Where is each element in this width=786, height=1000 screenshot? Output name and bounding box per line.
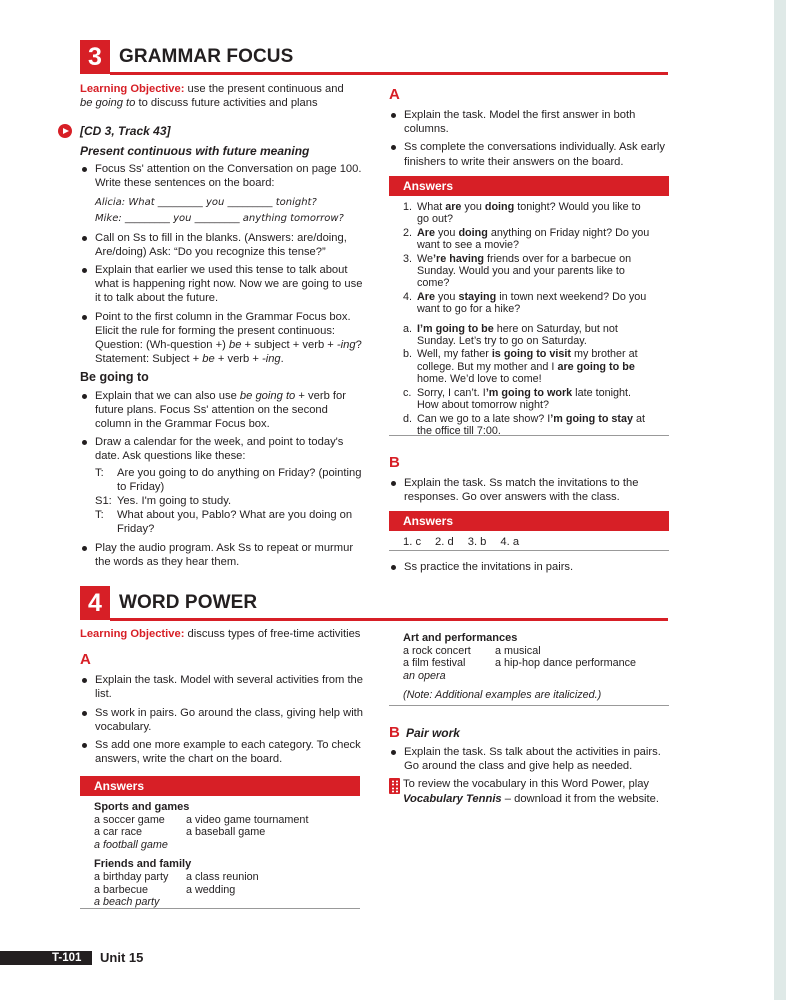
word-a-bullets xyxy=(80,673,365,766)
subheading-be-going-to: Be going to xyxy=(80,370,149,385)
grammar-focus-header xyxy=(80,40,668,76)
answer-item: 4. a xyxy=(500,536,520,548)
list-item: Explain the task. Ss match the invitations to the responses. Go over answers with the class. xyxy=(389,476,667,504)
answer-item: 1. c xyxy=(403,536,422,548)
answers-box-word-power xyxy=(80,776,360,909)
section-title: WORD POWER xyxy=(119,592,258,613)
answer-item: 2. d xyxy=(435,536,454,548)
game-title: Vocabulary Tennis xyxy=(403,792,502,805)
list-item: Explain the task. Model the first answer in both columns. xyxy=(389,108,667,136)
list-item: Focus Ss' attention on the Conversation on page 100. Write these sentences on the board: Alicia: What _________ you _________ tonight? Mike: _________ you _________ anything tomorrow? xyxy=(80,162,365,227)
grammar-exercise-b xyxy=(389,454,667,508)
game-dice-icon xyxy=(389,778,400,794)
category-list: a rock concert a musical a film festival a hip-hop dance performance xyxy=(403,644,637,670)
answers-body xyxy=(80,796,360,913)
grammar-bullets-2 xyxy=(80,389,365,569)
exercise-letter-a: A xyxy=(80,651,91,669)
list-item: Point to the first column in the Grammar Focus box. Elicit the rule for forming the present continuous: Question: (Wh-question +) be + subject + verb + -ing? Statement: Subject + be + verb + -ing. xyxy=(80,310,365,367)
category-extra: an opera xyxy=(403,669,446,682)
list-item: Explain the task. Ss talk about the activities in pairs. Go around the class and give help as needed. xyxy=(389,745,667,773)
grammar-exercise-a xyxy=(389,86,667,173)
lo-label: Learning Objective: xyxy=(80,628,185,640)
list-item: Draw a calendar for the week, and point to today's date. Ask questions like these: T: Are you going to do anything on Friday? (pointing to Friday) S1: Yes. I'm going to study. T: What about you, Pablo? What are you doing on Friday? xyxy=(80,435,365,536)
answers-body xyxy=(389,531,669,553)
list-item: Explain that earlier we used this tense to talk about what is happening right now. Now we are going to use it to talk about the future. xyxy=(80,263,365,306)
exercise-letter-a: A xyxy=(389,86,400,103)
audio-track-row xyxy=(80,124,365,139)
board-sentence-mike: Mike: _________ you _________ anything tomorrow? xyxy=(95,213,344,225)
board-sentence-alicia: Alicia: What _________ you _________ tonight? xyxy=(95,197,317,209)
board-sentences xyxy=(95,196,365,226)
word-power-left-column xyxy=(80,627,365,770)
play-audio-icon[interactable] xyxy=(58,124,72,138)
list-item: Ss work in pairs. Go around the class, giving help with vocabulary. xyxy=(80,706,365,734)
dialog: T: Are you going to do anything on Friday? (pointing to Friday) S1: Yes. I'm going to study. T: What about you, Pablo? What are you doing on Friday? xyxy=(95,466,362,536)
learning-objective: Learning Objective: use the present continuous and be going to to discuss future activities and plans xyxy=(80,83,344,110)
answers-bar: Answers xyxy=(80,776,360,796)
category-title: Sports and games xyxy=(94,801,190,813)
list-item: Explain that we can also use be going to + verb for future plans. Focus Ss' attention on the second column in the Grammar Focus box. xyxy=(80,389,365,432)
list-item: Ss practice the invitations in pairs. xyxy=(389,560,667,574)
section-rule xyxy=(110,72,668,75)
category-extra: a football game xyxy=(94,838,168,851)
category-title: Art and performances xyxy=(403,632,518,644)
word-power-header xyxy=(80,586,668,622)
section-number: 3 xyxy=(80,40,110,74)
page-number: T-101 xyxy=(52,952,82,964)
game-tip: To review the vocabulary in this Word Power, play Vocabulary Tennis – download it from the website. xyxy=(389,777,667,805)
section-number: 4 xyxy=(80,586,110,620)
category-title: Friends and family xyxy=(94,858,192,871)
category-list: a birthday party a class reunion a barbecue a wedding xyxy=(94,870,259,896)
grammar-left-column xyxy=(80,82,365,573)
section-rule xyxy=(110,618,668,621)
answer-item: 3. b xyxy=(467,536,487,548)
word-b-bullets xyxy=(389,745,667,773)
list-item: Call on Ss to fill in the blanks. (Answers: are/doing, Are/doing) Ask: “Do you recognize this tense?” xyxy=(80,231,365,259)
list-item: Explain the task. Model with several activities from the list. xyxy=(80,673,365,701)
list-item: Play the audio program. Ask Ss to repeat or murmur the words as they hear them. xyxy=(80,541,365,569)
section-title: GRAMMAR FOCUS xyxy=(119,46,294,67)
exercise-letter-b: B xyxy=(389,454,400,471)
answers-body xyxy=(389,196,669,441)
note: (Note: Additional examples are italicized.) xyxy=(403,689,602,702)
grammar-bullets-1 xyxy=(80,162,365,367)
exercise-b-heading xyxy=(389,724,667,742)
answers-continued-box xyxy=(389,624,669,706)
pair-work-title: Pair work xyxy=(405,726,460,740)
subheading-present-continuous: Present continuous with future meaning xyxy=(80,143,310,158)
word-exercise-b xyxy=(389,724,667,806)
grammar-exercise-b-after xyxy=(389,560,667,578)
exercise-letter-b: B xyxy=(389,724,400,741)
category-extra: a beach party xyxy=(94,896,160,909)
lettered-answers: a. I’m going to be here on Saturday, but not Sunday. Let’s try to go on Saturday. b. Well, my father is going to visit my brother at college. But my mother and I are going to be home. We’d love to come! c. Sorry, I can’t. I’m going to work late tonight. How about tomorrow night? d. Can we go to a late show? I’m going to stay at the office till 7:00. xyxy=(403,322,646,437)
learning-objective: Learning Objective: discuss types of free-time activities xyxy=(80,628,361,640)
list-item: Ss add one more example to each category. To check answers, write the chart on the board. xyxy=(80,738,365,766)
track-label: [CD 3, Track 43] xyxy=(80,124,171,139)
answers-bar: Answers xyxy=(389,176,669,196)
answers-box-a xyxy=(389,176,669,436)
list-item: Ss complete the conversations individually. Ask early finishers to write their answers on the board. xyxy=(389,140,667,168)
answers-bar: Answers xyxy=(389,511,669,531)
category-list: a soccer game a video game tournament a car race a baseball game xyxy=(94,813,309,839)
exercise-a-bullets xyxy=(389,108,667,169)
numbered-answers: 1. What are you doing tonight? Would you like to go out? 2. Are you doing anything on Friday night? Do you want to see a movie? 3. We’re having friends over for a barbecue on Sunday. Would you and your parents like to come? 4. Are you staying in town next weekend? Do you want to go for a hike? xyxy=(403,201,650,316)
page-edge xyxy=(774,0,786,1000)
answers-box-b xyxy=(389,511,669,551)
lo-label: Learning Objective: xyxy=(80,83,185,95)
exercise-b-bullets xyxy=(389,476,667,504)
unit-label: Unit 15 xyxy=(100,950,144,965)
